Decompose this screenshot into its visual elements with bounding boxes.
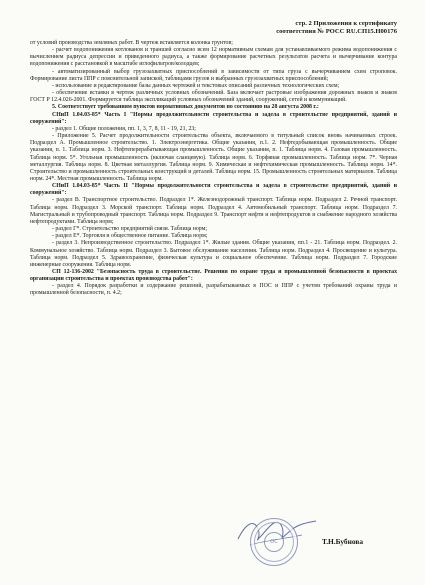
paragraph: - раздел Г*. Строительство предприятий связи. Таблица норм; [52,226,207,233]
header-line-page: стр. 2 Приложения к сертификату [295,20,397,27]
section-heading: СНиП 1.04.03-85* Часть I "Нормы продолжительности строительства и задела в строительстве предприятий, зданий и сооружений": [30,111,397,125]
certification-seal [250,518,298,566]
paragraph: - расчет водопонижения котлованов и траншей согласно всем 12 нормативным схемам для устанавливаемого режима водопонижения с вычислением радиуса депрессии и приведенного радиуса, а также формирование расчетных результатов расчета и вычерчивание контура водопонижения с расстановкой в масштабе иглофильтров/колодцев; [30,47,397,68]
seal-center: ОС [264,532,284,552]
paragraph: от условий производства земляных работ. В чертеж вставляется колонка грунтов; [30,40,233,46]
paragraph: - раздел Е*. Торговля и общественное питание. Таблица норм; [52,233,208,240]
header-line-certificate-number: соответствия № РОСС RU.СП15.Н00176 [276,28,397,35]
paragraph: - раздел 4. Порядок разработки и содержание решений, разрабатываемых в ПОС и ППР с учетом требований охраны труда и промышленной безопасности, п. 4.2; [30,283,397,297]
paragraph: - раздел В. Транспортное строительство. Подраздел 1*. Железнодорожный транспорт. Таблица норм. Подраздел 2. Речной транспорт. Таблица норм. Подраздел 3. Морской транспорт. Таблица норм. Подраздел 4. Автомобильный транспорт. Таблица норм. Подраздел 7. Магистральный и трубопроводный транспорт. Таблица норм. Подраздел 9. Транспорт нефти и нефтепродуктов и снабжение народного хозяйства нефтепродуктами. Таблица норм; [30,197,397,225]
paragraph: - Приложение 5. Расчет продолжительности строительства объекта, включаемого в титульный список вновь начинаемых строек. Подраздел А. Промышленное строительство. 1. Электроэнергетика. Общие указания, п.1. 2. Нефтедобывающая промышленность. Общие указания, п. 1. Таблица норм. 3. Нефтеперерабатывающая промышленность. Общие указания, п. 1. Таблица норм. 4. Газовая промышленность. Таблица норм. 5*. Угольная промышленность (включая сланцевую). Таблица норм. 6. Торфяная промышленность. Таблица норм. 7*. Черная металлургия. Таблица норм. 8. Цветная металлургия. Таблица норм. 9. Химическая и нефтехимическая промышленность. Таблица норм. 14*. Строительство и промышленность строительных конструкций и деталей. Таблица норм. 15. Промышленность строительных материалов. Таблица норм. 24*. Местная промышленность. Таблица норм. [30,133,397,182]
section-heading: СНиП 1.04.03-85* Часть II "Нормы продолжительности строительства и задела в строительстве предприятий, зданий и сооружений": [30,183,397,197]
paragraph: - раздел 1. Общие положения, пп. 1, 3, 7, 8, 11 - 19, 21, 23; [52,125,196,132]
paragraph: - раздел 3. Непроизводственное строительство. Подраздел 1*. Жилые здания. Общие указания, пп.1 - 21. Таблица норм. Подраздел. 2. Коммунальное хозяйство. Таблица норм. Подраздел 3. Бытовое обслуживание населения. Таблица норм. Подраздел 4. Просвещение и культура. Таблица норм. Подраздел 5. Здравоохранение, физическая культура и социальное обеспечение. Таблица норм. Подраздел 7. Городские инженерные сооружения. Таблица норм. [30,240,397,268]
signatory-name: Т.Н.Бубнова [322,537,364,546]
section-heading: СП 12-136-2002 "Безопасность труда в строительстве. Решения по охране труда и промышленной безопасности в проектах организации строительства и проектах производства работ": [30,269,397,283]
document-body [30,40,397,298]
paragraph: - обеспечение вставки в чертеж различных условных обозначений. База включает растровые изображения дорожных знаков и знаков ГОСТ Р 12.4.026-2001. Формируется таблица экспликаций условных обозначений зданий, сооружений, сетей и коммуникаций. [30,90,397,104]
certificate-header [276,20,397,36]
paragraph: - автоматизированный выбор грузозахватных приспособлений в зависимости от типа груза с вычерчиванием схем строповок. Формирование листа ППР с пояснительной запиской, таблицами грузов и выбранных грузозахватных приспособлений; [30,68,397,82]
section-heading: 5. Соответствует требованиям пунктов нормативных документов по состоянию на 28 августа 2008 г.: [52,104,319,111]
paragraph: - использование и редактирование базы данных чертежей и текстовых описаний различных технологических схем; [52,82,340,89]
